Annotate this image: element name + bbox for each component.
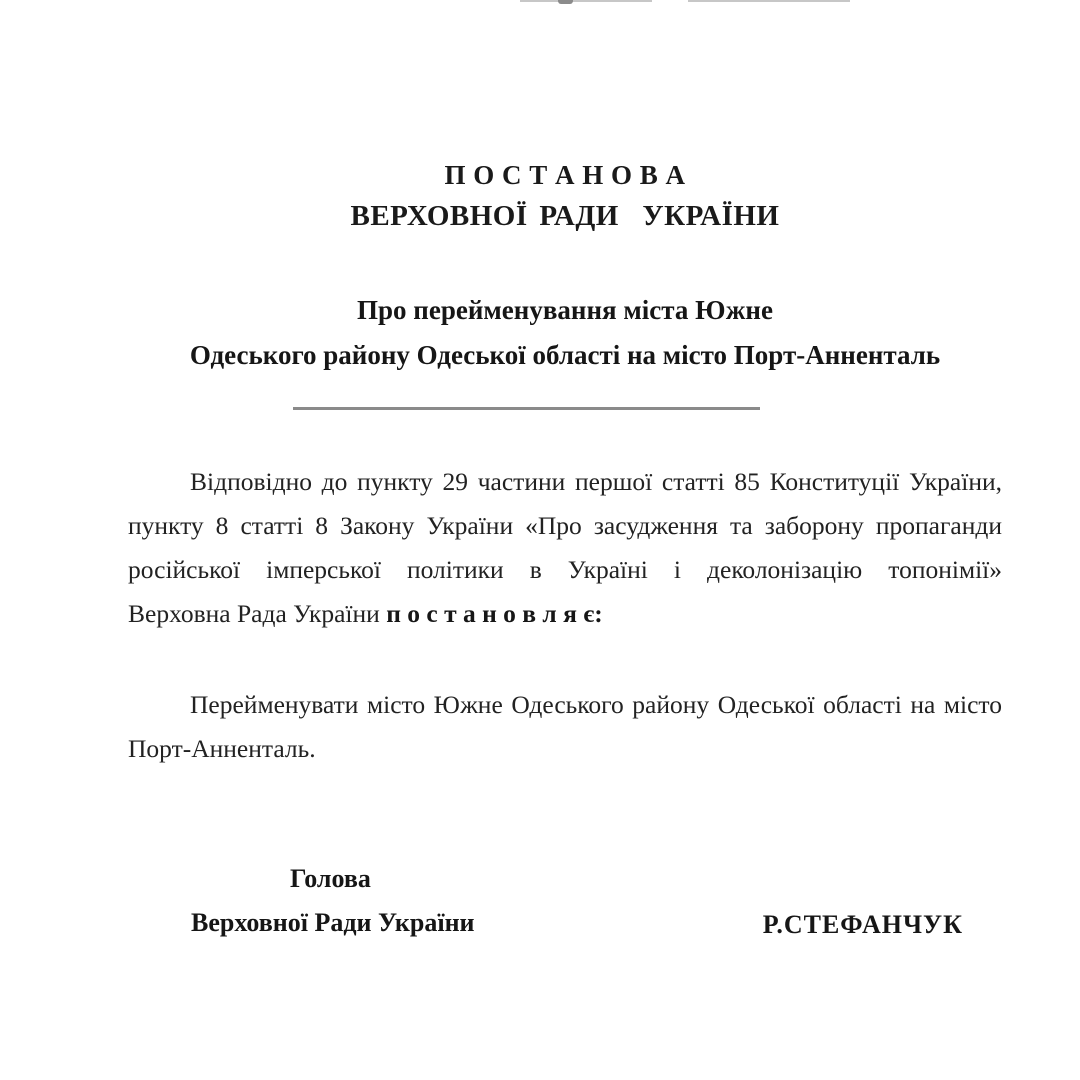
document-content: [128, 0, 1002, 1080]
paragraph1-line4-plain: Верховна Рада України: [128, 599, 387, 628]
subject-heading-line2: Одеського району Одеської області на місто Порт-Анненталь: [189, 340, 941, 370]
paragraph2-line2: Порт-Анненталь.: [128, 734, 316, 763]
decree-verb-bold: п о с т а н о в л я є:: [386, 599, 603, 628]
paragraph1-line4: [128, 592, 1002, 636]
signature-role-line1: Голова: [290, 864, 371, 893]
paragraph2-line1: Перейменувати місто Южне Одеського району Одеської області на місто: [190, 690, 1002, 719]
signature-role-line2: Верховної Ради України: [191, 908, 475, 937]
signature-name: Р.СТЕФАНЧУК: [762, 910, 963, 939]
paragraph1-line1: Відповідно до пункту 29 частини першої статті 85 Конституції України,: [190, 467, 1002, 496]
paragraph1-line2: пункту 8 статті 8 Закону України «Про засудження та заборону пропаганди: [128, 511, 1002, 540]
document-title-line2: ВЕРХОВНОЇ РАДИ УКРАЇНИ: [350, 200, 780, 232]
document-title-line1: П О С Т А Н О В А: [444, 160, 686, 190]
horizontal-rule: [293, 407, 760, 410]
subject-heading-line1: Про перейменування міста Южне: [357, 295, 773, 325]
paragraph1-line3: російської імперської політики в Україні і деколонізацію топонімії»: [128, 555, 1002, 584]
